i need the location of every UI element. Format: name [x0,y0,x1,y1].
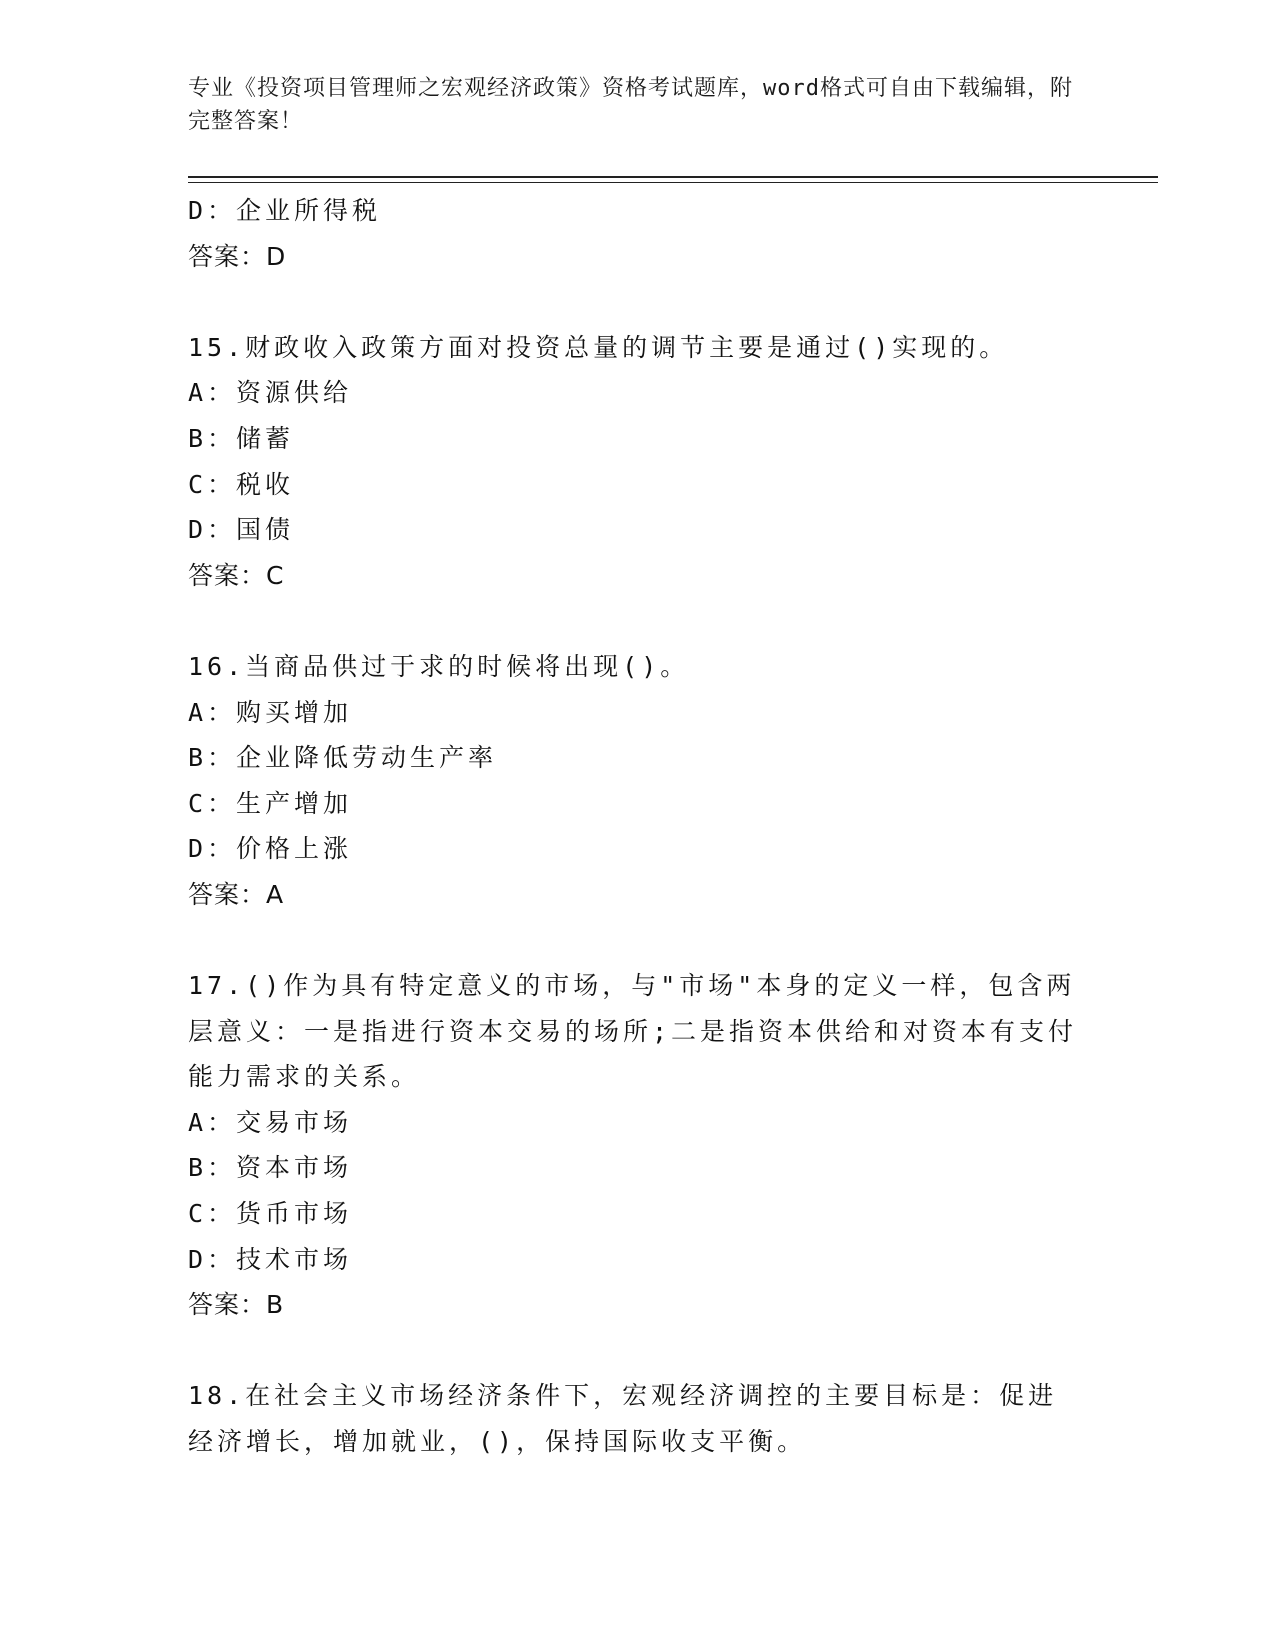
option-d: D：技术市场 [188,1244,353,1274]
question-stem: 15.财政收入政策方面对投资总量的调节主要是通过()实现的。 [188,332,1009,362]
spacer [188,918,1088,964]
answer-line: 答案：C [188,560,285,590]
option-b: B：资本市场 [188,1153,353,1183]
answer-line: 答案：A [188,879,285,909]
header-rule-thick [188,176,1158,178]
option-d: D：企业所得税 [188,196,382,225]
question-content [188,188,1088,1465]
option-d: D：国债 [188,515,295,545]
question-17 [188,963,1088,1328]
answer-line: 答案：B [188,1290,285,1320]
option-a: A：购买增加 [188,697,353,727]
question-18 [188,1373,1088,1464]
option-a: A：资源供给 [188,378,353,408]
option-c: C：生产增加 [188,788,353,818]
question-16 [188,644,1088,918]
question-15 [188,325,1088,599]
question-stem: 16.当商品供过于求的时候将出现()。 [188,651,690,681]
document-header: 专业《投资项目管理师之宏观经济政策》资格考试题库，word格式可自由下载编辑，附完整答案！ [188,76,1073,134]
question-stem: 18.在社会主义市场经济条件下，宏观经济调控的主要目标是：促进经济增长，增加就业，()，保持国际收支平衡。 [188,1381,1058,1457]
option-a: A：交易市场 [188,1107,353,1137]
option-b: B：企业降低劳动生产率 [188,743,498,773]
header-rule-thin [188,182,1158,183]
spacer [188,598,1088,644]
option-c: C：货币市场 [188,1199,353,1229]
answer-line: 答案：D [188,241,287,271]
spacer [188,1328,1088,1374]
option-d: D：价格上涨 [188,834,353,864]
spacer [188,279,1088,325]
question-stem: 17.()作为具有特定意义的市场，与"市场"本身的定义一样，包含两层意义：一是指进行资本交易的场所;二是指资本供给和对资本有支付能力需求的关系。 [188,971,1078,1092]
option-b: B：储蓄 [188,423,295,453]
option-c: C：税收 [188,469,295,499]
